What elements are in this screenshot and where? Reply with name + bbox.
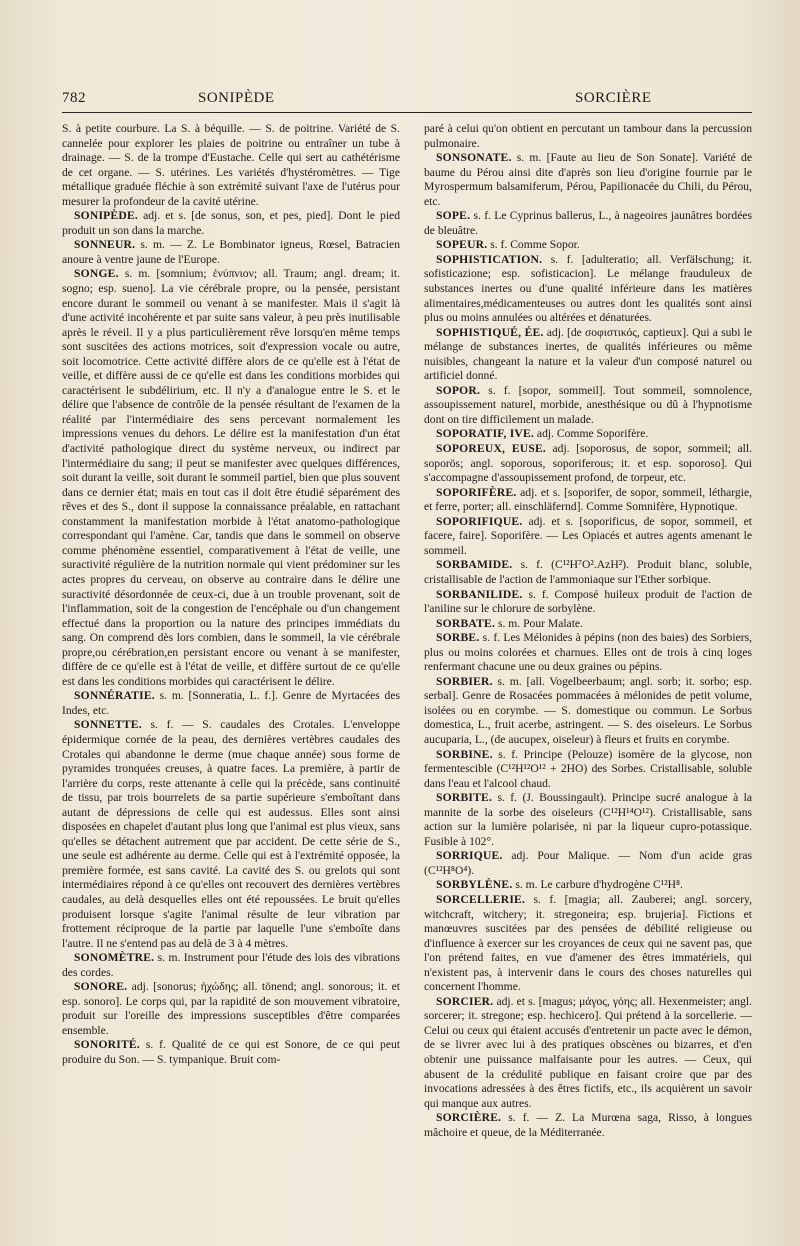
entry-text: s. f. [magia; all. Zauberei; angl. sorcery, witchcraft, witchery; it. stregoneira; esp. brujeria]. Fictions et manœuvres suscitées par des pensées de débilité religieuse ou d'influence à exercer sur les croyances de ceux qui ne savent pas, que l'on prétend faites, en vue d'amener des êtres immatériels, qui n'existent pas, à intervenir dans le cours des choses naturelles qui concernent l'homme. (424, 892, 752, 994)
left-column (62, 122, 400, 1068)
entry-text: s. f. Principe (Pelouze) isomère de la glycose, non fermentescible (C¹²H¹²O¹² + 2HO) des Sorbes. Cristallisable, soluble dans l'eau et l'alcool chaud. (424, 747, 752, 790)
entry-text: s. m. — Z. Le Bombinator igneus, Rœsel, Batracien anoure à ventre jaune de l'Europe. (62, 238, 400, 266)
entry-text: s. f. (C¹²H⁷O².AzH²). Produit blanc, soluble, cristallisable de l'action de l'ammoniaque sur l'Ether sorbique. (424, 558, 752, 586)
entry-headword: SOPHISTIQUÉ, ÉE. (436, 325, 544, 339)
entry-text: s. m. [Faute au lieu de Son Sonate]. Variété de baume du Pérou ainsi dite d'après son lieu d'origine fournie par le Myrospermum balsamiferum, Pérou, Papilionacée du Chili, du Pérou, etc. (424, 151, 752, 208)
entry-text: s. m. [Sonneratia, L. f.]. Genre de Myrtacées des Indes, etc. (62, 689, 400, 717)
entry-headword: SONOMÈTRE. (74, 951, 155, 965)
dictionary-entry (424, 631, 752, 675)
entry-text: s. f. Les Mélonides à pépins (non des baies) des Sorbiers, plus ou moins colorées et charnues. Elles ont de trois à cinq loges renfermant chacune une ou deux graines ou pépins. (424, 631, 752, 674)
dictionary-entry (424, 427, 752, 442)
entry-text: adj. et s. [soporificus, de sopor, sommeil, et facere, faire]. Soporifère. — Les Opiacés et autres agents amenant le sommeil. (424, 514, 752, 557)
dictionary-entry (62, 1038, 400, 1067)
entry-headword: SOPHISTICATION. (436, 252, 543, 266)
entry-headword: SONNEUR. (74, 238, 136, 252)
dictionary-entry (62, 209, 400, 238)
dictionary-entry (62, 980, 400, 1038)
entry-headword: SORBE. (436, 631, 480, 645)
dictionary-entry (62, 718, 400, 951)
dictionary-entry (424, 486, 752, 515)
dictionary-entry (424, 209, 752, 238)
left-running-head: SONIPÈDE (198, 90, 275, 106)
entry-text: s. f. Comme Sopor. (487, 238, 580, 252)
dictionary-entry (424, 515, 752, 559)
entry-headword: SORCIÈRE. (436, 1111, 502, 1125)
entry-text: s. f. Le Cyprinus ballerus, L., à nageoires jaunâtres bordées de bleuâtre. (424, 209, 752, 237)
page-number: 782 (62, 90, 86, 106)
entry-headword: SOPORIFIQUE. (436, 514, 523, 528)
entry-text: adj. et s. [soporifer, de sopor, sommeil, léthargie, et ferre, porter; all. einschläfernd]. Comme Somnifère, Hypnotique. (424, 485, 752, 514)
entry-text: s. f. — Z. La Murœna saga, Risso, à longues mâchoire et queue, de la Méditerranée. (424, 1111, 752, 1139)
entry-headword: SORCELLERIE. (436, 892, 526, 906)
dictionary-entry (62, 267, 400, 689)
dictionary-entry (424, 849, 752, 878)
entry-text: s. m. Instrument pour l'étude des lois des vibrations des cordes. (62, 951, 400, 979)
dictionary-entry (424, 238, 752, 253)
entry-headword: SORRIQUE. (436, 849, 503, 863)
entry-text: s. f. Composé huileux produit de l'action de l'aniline sur le chlorure de sorbylène. (424, 587, 752, 616)
dictionary-entry (424, 748, 752, 792)
entry-headword: SORBATE. (436, 616, 496, 630)
dictionary-entry (62, 951, 400, 980)
entry-headword: SONGE. (74, 267, 119, 281)
entry-headword: SORBYLÈNE. (436, 878, 513, 892)
entry-headword: SONNÉRATIE. (74, 689, 155, 703)
entry-headword: SONIPÈDE. (74, 209, 138, 223)
entry-headword: SOPORATIF, IVE. (436, 427, 535, 441)
entry-headword: SOPEUR. (436, 238, 488, 252)
right-running-head: SORCIÈRE (575, 90, 652, 106)
header-rule (62, 112, 752, 113)
dictionary-entry (424, 122, 752, 151)
entry-headword: SORBAMIDE. (436, 558, 513, 572)
dictionary-entry (424, 995, 752, 1111)
dictionary-entry (424, 588, 752, 617)
dictionary-entry (62, 122, 400, 209)
entry-text: s. m. Le carbure d'hydrogène C¹²H⁸. (512, 878, 683, 892)
entry-text: s. f. — S. caudales des Crotales. L'enveloppe épidermique cornée de la peau, des dernières vertèbres caudales des Crotales qui abandonne le derme (mue chaque année) sous forme de pyramides tronquées creuses, à quatre faces. La première, à partir de l'arrière du corps, reste attenante à celle qui la précède, sans continuité de tissu, par trois bourrelets de sa partie supérieure s'emboîtant dans autant de dépressions de celle qui est audessus. Elles sont ainsi disposées en chapelet d'autant plus long que l'animal est plus vieux, sans qu'elles se détachent autrement que par accident. De cette série de S., une seule est adhérente au derme. Celle qui est à l'extrémité opposée, la première formée, est sans cavité. La cavité des S. ou grelots qui sont intermédiaires répond à ce qu'elles ont recouvert des dernières vertèbres caudales, au delà desquelles elles ont été repoussées. Le bruit qu'elles produisent lorsque s'agite l'animal résulte de leur vibration par frottement réciproque de la partie par laquelle l'une s'emboîte dans l'autre. Il ne s'entend pas au delà de 3 à 4 mètres. (62, 718, 400, 950)
dictionary-entry (424, 1111, 752, 1140)
dictionary-entry (424, 791, 752, 849)
entry-headword: SOPE. (436, 209, 471, 223)
entry-text: adj. [de σοφιστικός, captieux]. Qui a subi le mélange de substances inertes, de qualités inférieures ou même nuisibles, changeant la nature et la valeur d'un composé naturel ou artificiel donné. (424, 325, 752, 383)
entry-headword: SOPORIFÈRE. (436, 485, 517, 499)
entry-text: adj. Pour Malique. — Nom d'un acide gras (C¹²H⁸O⁴). (424, 849, 752, 877)
entry-text: S. à petite courbure. La S. à béquille. — S. de poitrine. Variété de S. cannelée pour explorer les plaies de poitrine ou entraîner un tube à drainage. — S. de la trompe d'Eustache. Celle qui sert au cathétérisme de cet organe. — S. utérines. Les variétés d'hystéromètres. — Tige métallique graduée fléchie à son extrémité suivant l'axe de l'utérus pour mesurer la profondeur de la cavité utérine. (62, 122, 400, 208)
entry-headword: SONNETTE. (74, 718, 142, 732)
entry-headword: SORBITE. (436, 791, 493, 805)
page-header (62, 90, 752, 114)
entry-text: s. f. Qualité de ce qui est Sonore, de ce qui peut produire du Son. — S. tympanique. Bruit com- (62, 1038, 400, 1066)
entry-headword: SORCIER. (436, 994, 494, 1008)
entry-text: s. m. [all. Vogelbeerbaum; angl. sorb; it. sorbo; esp. serbal]. Genre de Rosacées pommacées à mélonides de petit volume, isolées ou en corymbe. — S. domestique ou commun. Le Sorbus domestica, L., fruit acerbe, astringent. — S. des oiseleurs. Le Sorbus aucuparia, L., (de aucupex, oiseleur) à fleurs et fruits en corymbe. (424, 674, 752, 746)
right-column (424, 122, 752, 1140)
entry-text: s. f. [sopor, sommeil]. Tout sommeil, somnolence, assoupissement naturel, morbide, anesthésique ou dû à l'hypnotisme dont on tire difficilement un malade. (424, 383, 752, 426)
dictionary-entry (424, 151, 752, 209)
entry-text: s. m. Pour Malate. (495, 616, 583, 630)
entry-text: adj. [sonorus; ἠχώδης; all. tönend; angl. sonorous; it. et esp. sonoro]. Le corps qui, par la rapidité de son mouvement vibratoire, produit sur l'oreille des impressions susceptibles d'être comparées ensemble. (62, 980, 400, 1037)
dictionary-entry (424, 675, 752, 748)
dictionary-entry (424, 617, 752, 632)
entry-text: adj. et s. [magus; μάγος, γόης; all. Hexenmeister; angl. sorcerer; it. stregone; esp. hechicero]. Qui prétend à la sorcellerie. — Celui ou ceux qui étaient accusés d'entretenir un pacte avec le démon, de se livrer avec lui à des pratiques obscènes ou bizarres, et d'en obtenir une puissance malfaisante pour les autres. — Ceux, qui abusent de la crédulité publique en faisant croire que par des invocations adressées à des êtres fictifs, etc., ils acquièrent un savoir qui manque aux autres. (424, 994, 752, 1110)
entry-text: adj. et s. [de sonus, son, et pes, pied]. Dont le pied produit un son dans la marche. (62, 209, 400, 237)
entry-text: adj. Comme Soporifère. (534, 427, 649, 441)
entry-text: s. f. [adulteratio; all. Verfälschung; it. sofisticazione; esp. sofisticacion]. Le mélange frauduleux de substances inertes ou d'une qualité inférieure dans les matières alimentaires,médicamenteuses ou autres dont les qualités sont ainsi plus ou moins annulées ou altérées et dénaturées. (424, 252, 752, 325)
dictionary-entry (424, 878, 752, 893)
entry-headword: SOPOR. (436, 383, 481, 397)
dictionary-entry (424, 442, 752, 486)
dictionary-entry (424, 384, 752, 428)
entry-text: paré à celui qu'on obtient en percutant un tambour dans la percussion pulmonaire. (424, 122, 752, 150)
entry-headword: SORBINE. (436, 747, 493, 761)
dictionary-entry (424, 326, 752, 384)
entry-text: adj. [soporosus, de sopor, sommeil; all. soporös; angl. soporous, soporiferous; it. et esp. soporoso]. Qui s'accompagne d'assoupissement profond, de torpeur, etc. (424, 442, 753, 485)
entry-text: s. f. (J. Boussingault). Principe sucré analogue à la mannite de la sorbe des oiseleurs (C¹²H¹⁴O¹²). Cristallisable, sans action sur la lumière polarisée, ni par la liqueur cupro-potassique. Fusible à 102°. (424, 791, 752, 848)
entry-headword: SOPOREUX, EUSE. (436, 442, 547, 456)
entry-headword: SONORE. (74, 980, 128, 994)
entry-headword: SORBIER. (436, 674, 493, 688)
entry-headword: SORBANILIDE. (436, 587, 523, 601)
entry-headword: SONSONATE. (436, 151, 512, 165)
entry-text: s. m. [somnium; ἐνύπνιον; all. Traum; angl. dream; it. sogno; esp. sueno]. La vie cérébrale propre, ou la pensée, persistant encore durant le sommeil ou venant à se manifester. Mais il s'agit là d'une activité incohérente et par suite sans valeur, à peu près inutilisable après le réveil. Il y a plus particulièrement rêve lorsqu'en même temps sont suscitées des actions motrices, soit d'expression vocale ou autre, soit locomotrice. Cette activité diffère alors de ce qu'elle est à l'état de veille, et diffère aussi de ce qu'elle est dans les conditions morbides qui caractérisent le subdélirium, etc. Il n'y a d'analogue entre le S. et le délire que l'absence de contrôle de la pensée résultant de l'examen de la réalité par l'intermédiaire des sens percevant normalement les impressions venues du dehors. Le délire est la manifestation d'un état d'activité pathologique direct du système nerveux, ou indirect par l'intermédiaire du sang; il peut se manifester avec quelques différences, soit durant la veille, soit durant le sommeil partiel, bien que plus souvent dans ce dernier état; mais en tout cas il doit être étudié séparément des rêves et des S., dont il suppose la connaissance préalable, en rattachant constamment la manifestation morbide à l'état anatomo-pathologique correspondant qui l'amène. Car, tandis que dans le sommeil on observe comme phénomène essentiel, comparativement à l'état de veille, une suractivité régulière de la nutrition normale qui vient prédominer sur les actes propres du cerveau, on observe au contraire dans le délire une suractivité désordonnée de ceux-ci, due à un trouble provenant, soit de l'inflammation, soit de la congestion de l'encéphale ou d'un changement effectué dans la proportion ou la nature des principes immédiats du sang. On comprend dès lors combien, dans le sommeil, la vie cérébrale propre,ou cérébration,en persistant encore ou venant à se manifester, diffère de ce qu'elle est à l'état de veille, et diffère surtout de ce qu'elle est dans les conditions morbides qui caractérisent le délire. (62, 267, 400, 688)
dictionary-entry (62, 238, 400, 267)
dictionary-entry (424, 253, 752, 326)
dictionary-entry (424, 558, 752, 587)
dictionary-entry (424, 893, 752, 995)
dictionary-entry (62, 689, 400, 718)
entry-headword: SONORITÉ. (74, 1038, 140, 1052)
